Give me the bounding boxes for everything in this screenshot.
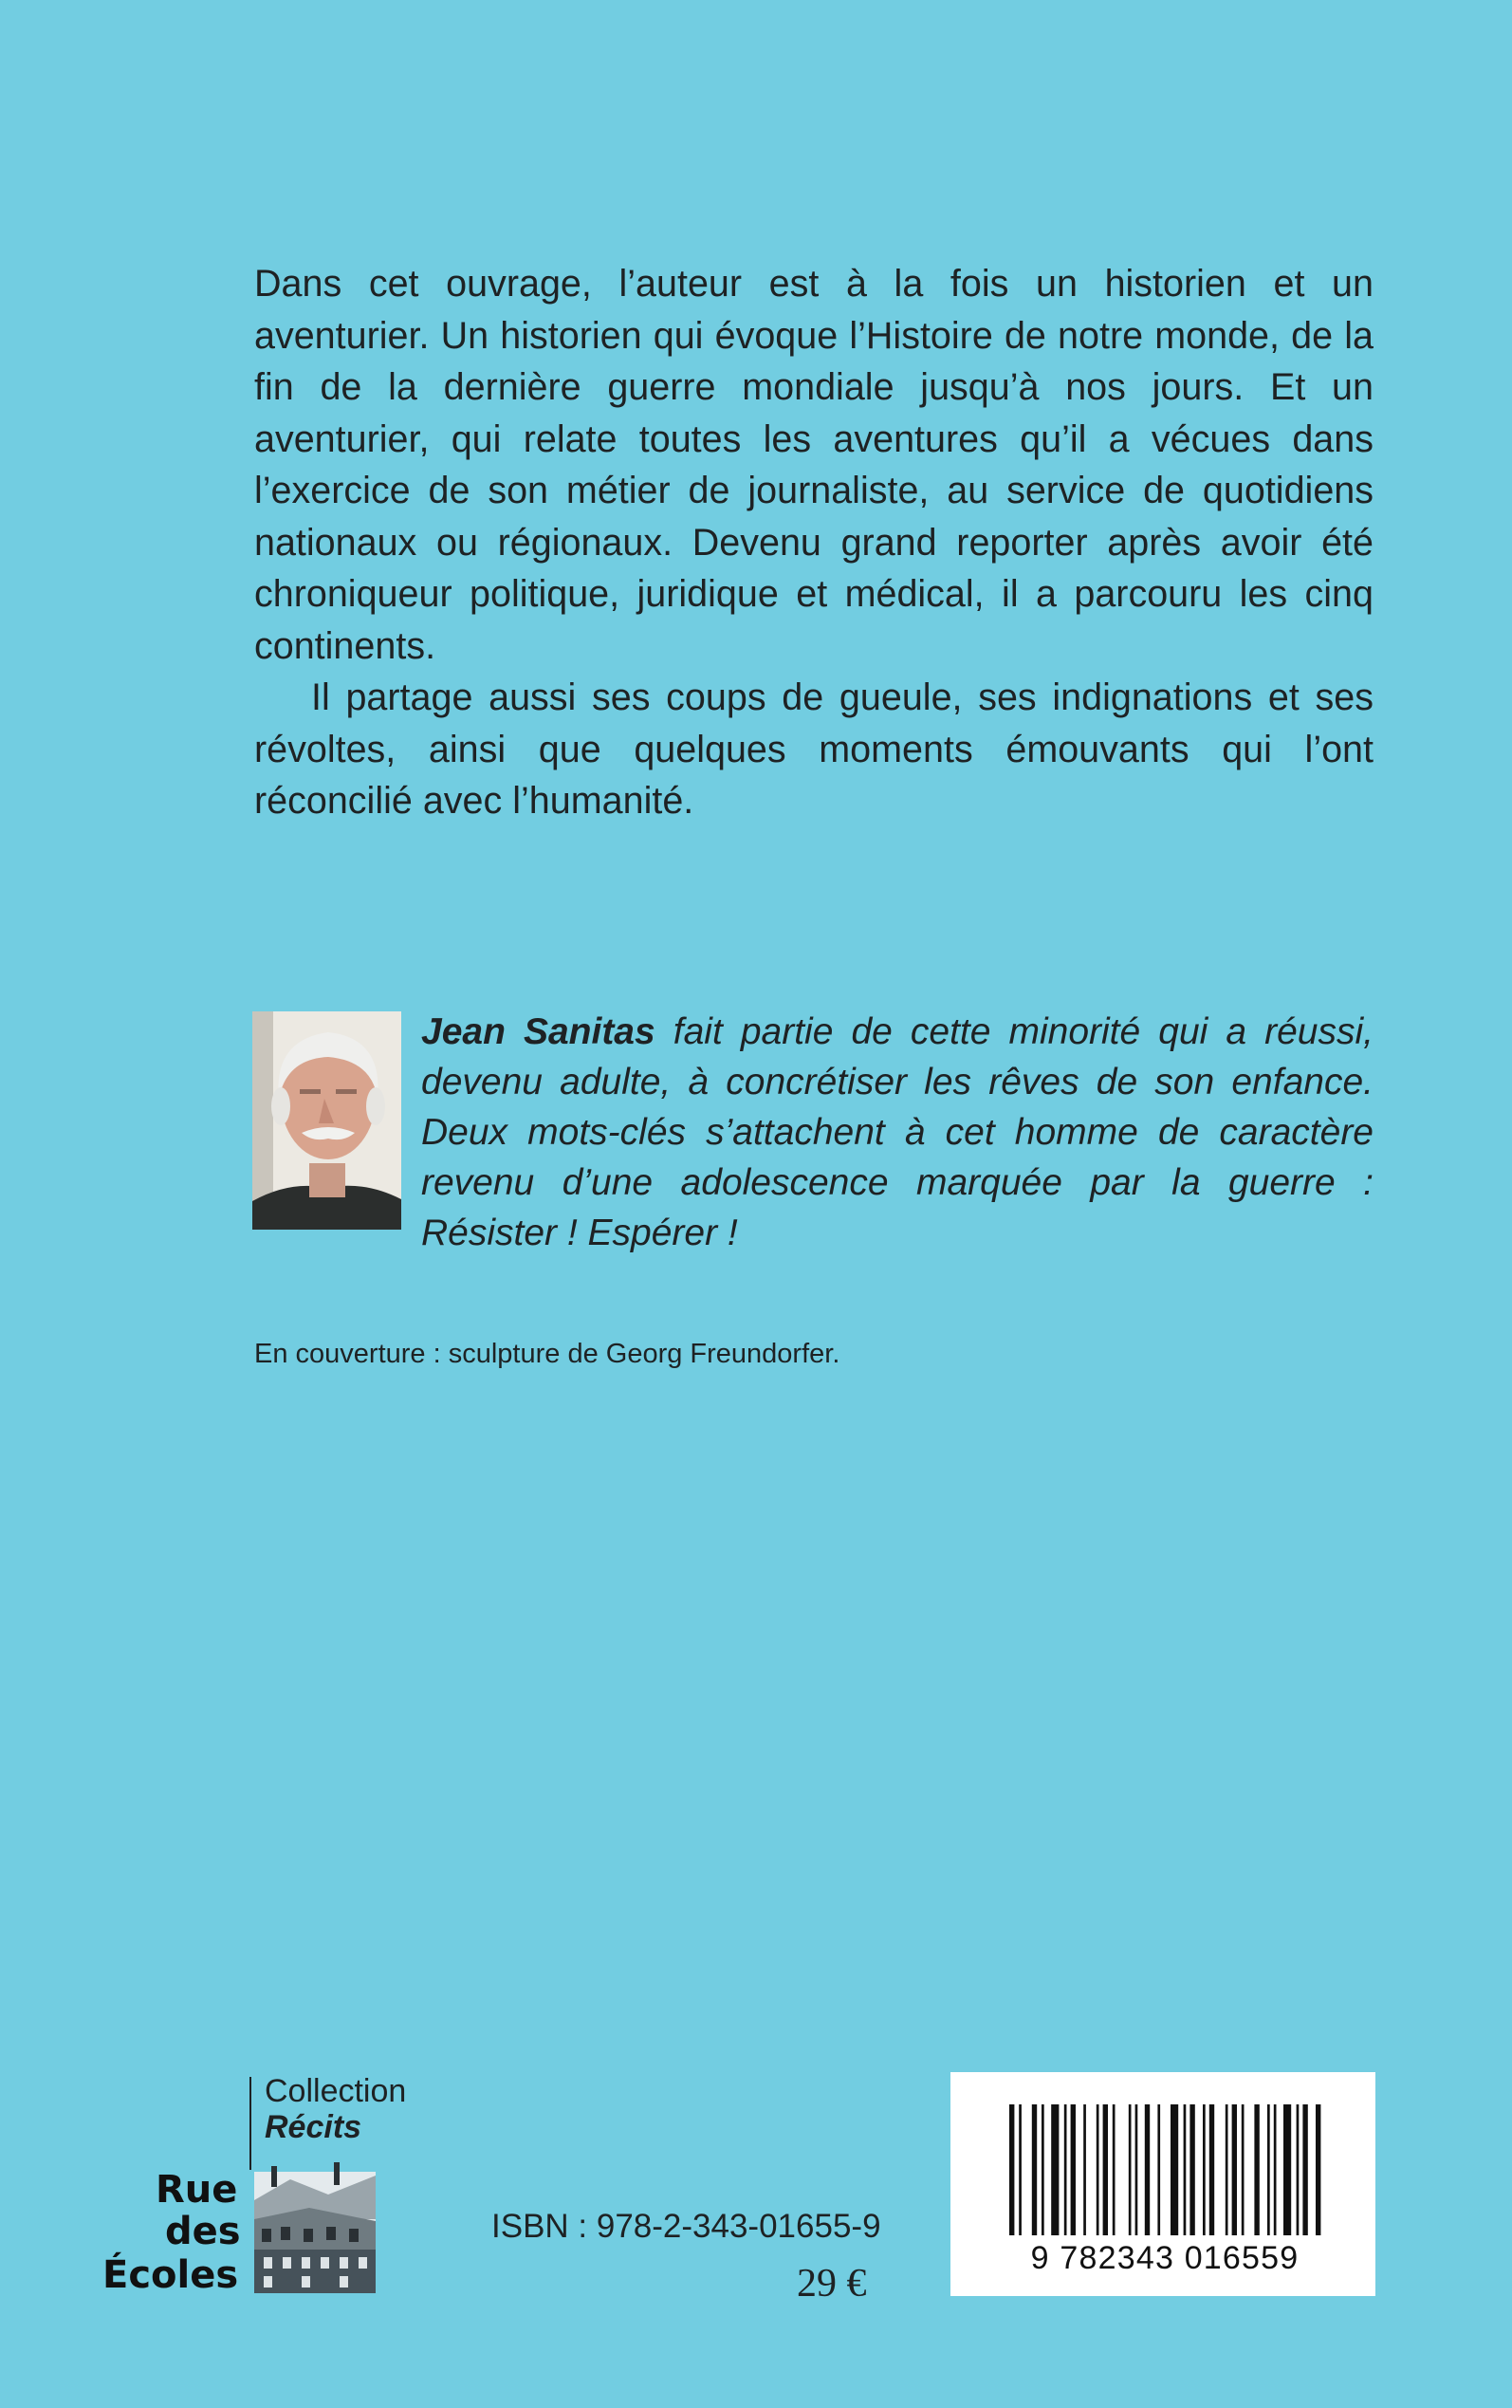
publisher-logo (101, 2162, 378, 2295)
barcode (950, 2072, 1375, 2296)
barcode-bar (1209, 2104, 1214, 2235)
barcode-bar (1297, 2104, 1300, 2235)
barcode-bar (1019, 2104, 1022, 2235)
barcode-bar (1103, 2104, 1108, 2235)
barcode-bar (1184, 2104, 1187, 2235)
barcode-bar (1071, 2104, 1076, 2235)
barcode-bar (1032, 2104, 1037, 2235)
collection-label: Collection (265, 2073, 407, 2109)
barcode-bar (1129, 2104, 1132, 2235)
author-name: Jean Sanitas (421, 1011, 655, 1052)
cover-credit: En couverture : sculpture de Georg Freundorfer. (254, 1339, 840, 1369)
barcode-bar (1113, 2104, 1116, 2235)
barcode-bar (1226, 2104, 1228, 2235)
barcode-bar (1097, 2104, 1099, 2235)
barcode-bar (1316, 2104, 1320, 2235)
author-photo (252, 1011, 401, 1230)
blurb-paragraph-1: Dans cet ouvrage, l’auteur est à la fois un historien et un aventurier. Un historien qui évoque l’Histoire de notre monde, de la fin de la dernière guerre mondiale jusqu’à nos jours. Et un aventurier, qui relate toutes les aventures qu’il a vécues dans l’exercice de son métier de journaliste, au service de quotidiens nationaux ou régionaux. Devenu grand reporter après avoir été chroniqueur politique, juridique et médical, il a parcouru les cinq continents. (254, 263, 1374, 667)
isbn: ISBN : 978-2-343-01655-9 (491, 2208, 881, 2245)
barcode-bar (1157, 2104, 1160, 2235)
barcode-bar (1135, 2104, 1138, 2235)
barcode-bar (1083, 2104, 1086, 2235)
logo-word-ecoles: Écoles (102, 2253, 239, 2295)
collection-name: Récits (265, 2109, 362, 2145)
back-cover-blurb (254, 258, 1374, 827)
barcode-bar (1145, 2104, 1150, 2235)
barcode-digits: 9 782343 016559 (1030, 2240, 1300, 2276)
barcode-bar (1242, 2104, 1245, 2235)
collection-divider (249, 2077, 251, 2170)
author-bio (421, 1007, 1374, 1258)
barcode-bars (1007, 2104, 1326, 2235)
barcode-bar (1254, 2104, 1259, 2235)
author-bio-text: fait partie de cette minorité qui a réussi, devenu adulte, à concrétiser les rêves de son enfance. Deux mots-clés s’attachent à cet homme de caractère revenu d’une adolescence marquée par la guerre : Résister ! Espérer ! (421, 1011, 1374, 1253)
barcode-bar (1064, 2104, 1067, 2235)
barcode-bar (1302, 2104, 1307, 2235)
barcode-bar (1171, 2104, 1178, 2235)
barcode-bar (1267, 2104, 1270, 2235)
barcode-bar (1283, 2104, 1291, 2235)
logo-word-des: des (165, 2210, 241, 2253)
barcode-bar (1042, 2104, 1044, 2235)
barcode-bar (1203, 2104, 1206, 2235)
barcode-bar (1274, 2104, 1277, 2235)
rooftops-illustration (254, 2162, 376, 2293)
barcode-bar (1009, 2104, 1014, 2235)
barcode-bar (1189, 2104, 1194, 2235)
barcode-bar (1051, 2104, 1059, 2235)
barcode-bar (1232, 2104, 1237, 2235)
logo-word-rue: Rue (156, 2168, 238, 2212)
price: 29 € (797, 2262, 867, 2306)
blurb-paragraph-2: Il partage aussi ses coups de gueule, ses indignations et ses révoltes, ainsi que quelques moments émouvants qui l’ont réconcilié avec l’humanité. (254, 676, 1374, 822)
